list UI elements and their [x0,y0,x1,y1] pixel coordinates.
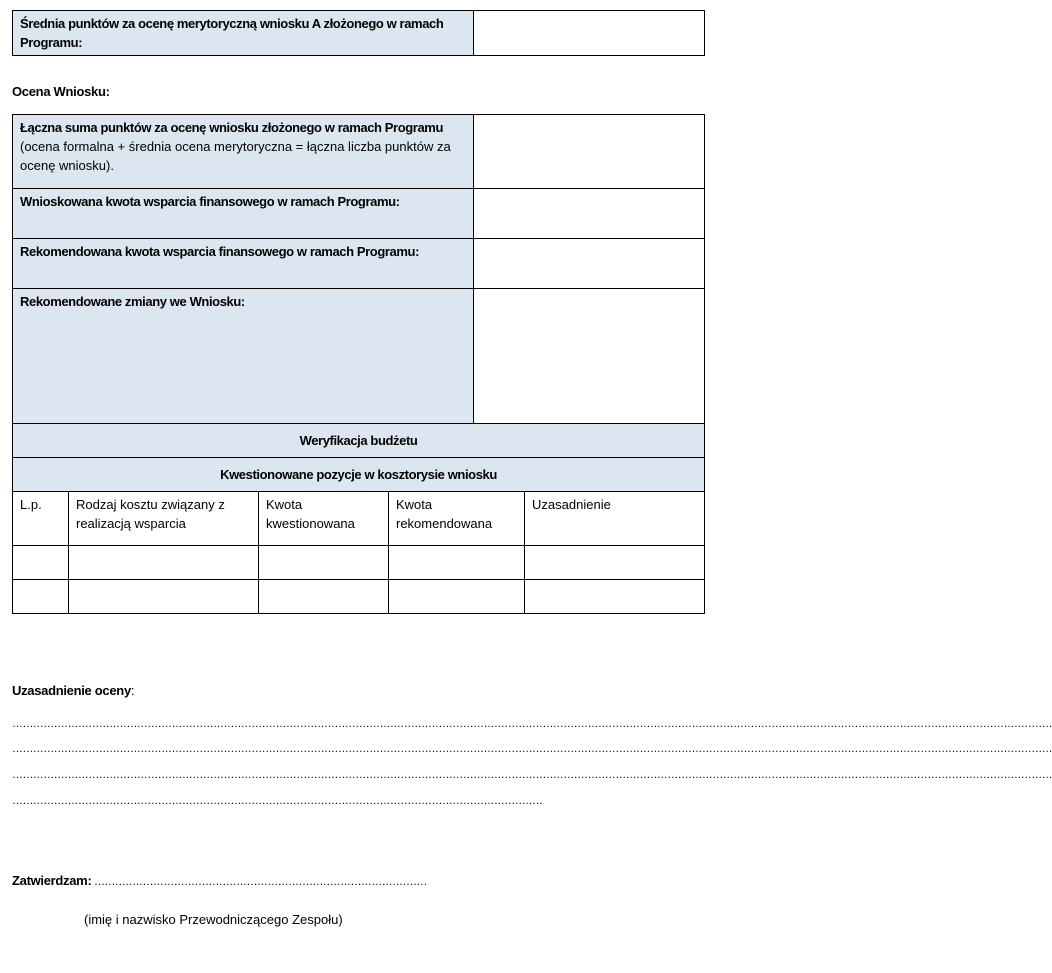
approve-dots[interactable]: …………………………………………………………………………………… [91,876,427,888]
approve-label: Zatwierdzam: [12,873,92,888]
table-row [13,580,705,614]
requested-amount-label: Wnioskowana kwota wsparcia finansowego w ramach Programu: [13,189,474,239]
total-score-note: (ocena formalna + średnia ocena merytoryczna = łączna liczba punktów za ocenę wniosku). [20,139,451,173]
cell[interactable] [389,580,525,614]
recommended-amount-label: Rekomendowana kwota wsparcia finansowego w ramach Programu: [13,239,474,289]
section-heading-ocena: Ocena Wniosku: [12,84,110,99]
questioned-items-header: Kwestionowane pozycje w kosztorysie wniosku [13,458,705,492]
average-score-label: Średnia punktów za ocenę merytoryczną wniosku A złożonego w ramach Programu: [13,11,474,56]
recommended-changes-value[interactable] [474,289,705,424]
dotted-line-1[interactable]: ………………………………………………………………………………………………………………………………………………………………………………………………………………………………………………………………………… [12,718,1052,730]
average-score-table [12,10,705,56]
col-header-questioned-amount: Kwota kwestionowana [259,492,389,546]
application-evaluation-table [12,114,705,614]
recommended-changes-label: Rekomendowane zmiany we Wniosku: [13,289,474,424]
approval-caption: (imię i nazwisko Przewodniczącego Zespołu) [84,912,343,927]
average-score-value[interactable] [474,11,705,56]
cell[interactable] [69,546,259,580]
total-score-label: Łączna suma punktów za ocenę wniosku złożonego w ramach Programu (ocena formalna + średnia ocena merytoryczna = łączna liczba punktów za ocenę wniosku). [13,115,474,189]
cell[interactable] [13,546,69,580]
table-row [13,546,705,580]
recommended-amount-value[interactable] [474,239,705,289]
budget-columns-row [13,492,705,546]
col-header-cost-type: Rodzaj kosztu związany z realizacją wsparcia [69,492,259,546]
cell[interactable] [259,580,389,614]
col-header-justification: Uzasadnienie [525,492,705,546]
cell[interactable] [525,580,705,614]
budget-verification-header: Weryfikacja budżetu [13,424,705,458]
cell[interactable] [389,546,525,580]
requested-amount-value[interactable] [474,189,705,239]
cell[interactable] [259,546,389,580]
col-header-lp: L.p. [13,492,69,546]
dotted-line-2[interactable]: ………………………………………………………………………………………………………………………………………………………………………………………………………………………………………………………………………… [12,743,1052,755]
col-header-recommended-amount: Kwota rekomendowana [389,492,525,546]
justification-heading: Uzasadnienie oceny: [12,683,135,698]
dotted-line-3[interactable]: ………………………………………………………………………………………………………………………………………………………………………………………………………………………………………………………………………… [12,769,1052,781]
cell[interactable] [525,546,705,580]
dotted-line-4[interactable]: ……………………………………………………………………………………………………………………………………… [12,795,543,807]
cell[interactable] [13,580,69,614]
approval-line [12,873,427,888]
cell[interactable] [69,580,259,614]
total-score-value[interactable] [474,115,705,189]
